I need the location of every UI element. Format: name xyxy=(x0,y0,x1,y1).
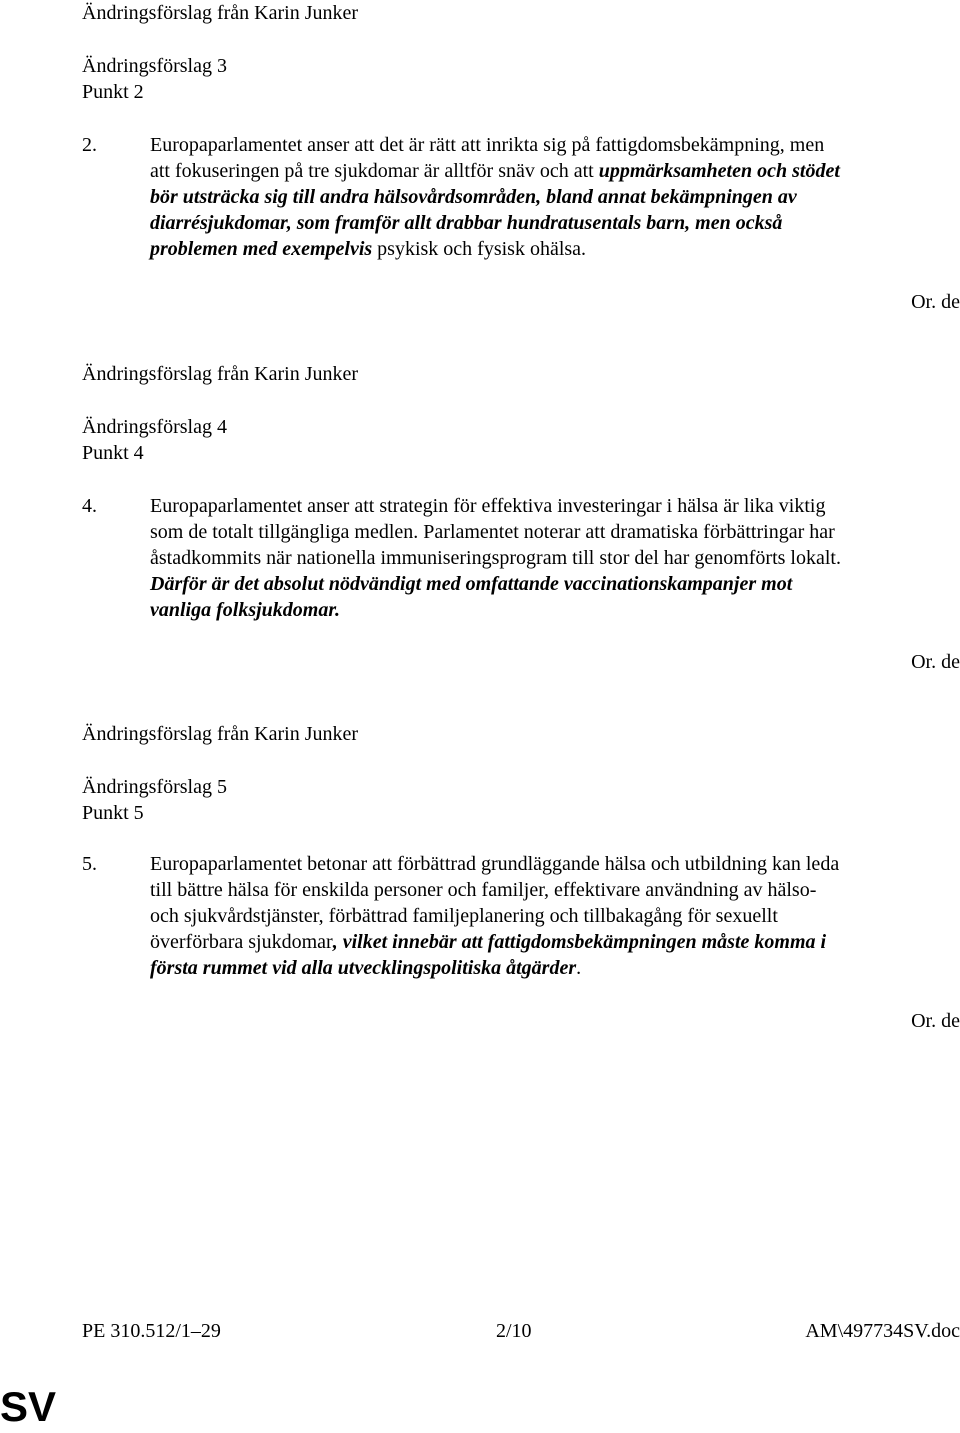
original-text: till bättre hälsa för enskilda personer och familjer, effektivare användning av hälso- xyxy=(150,879,817,901)
footer-reference: PE 310.512/1–29 xyxy=(82,1320,221,1342)
original-text: åstadkommits när nationella immuniseringsprogram till stor del har genomförts lokalt. xyxy=(150,547,841,569)
amended-text: bör utsträcka sig till andra hälsovårdsområden, bland annat bekämpningen av xyxy=(150,186,797,208)
paragraph-line xyxy=(150,158,960,184)
amended-text: Därför är det absolut nödvändigt med omfattande vaccinationskampanjer mot xyxy=(150,573,793,595)
paragraph-line xyxy=(150,571,960,597)
amendment-author: Ändringsförslag från Karin Junker xyxy=(82,723,359,745)
paragraph-line xyxy=(150,519,960,545)
paragraph-line xyxy=(150,851,960,877)
paragraph-line xyxy=(150,236,960,262)
footer-document-name: AM\497734SV.doc xyxy=(805,1320,960,1342)
amendment-author: Ändringsförslag från Karin Junker xyxy=(82,2,359,24)
paragraph-text xyxy=(150,851,960,981)
amended-text: första rummet vid alla utvecklingspolitiska åtgärder xyxy=(150,957,577,979)
original-text: Europaparlamentet betonar att förbättrad grundläggande hälsa och utbildning kan leda xyxy=(150,853,840,875)
paragraph-line xyxy=(150,955,960,981)
paragraph-number: 2. xyxy=(82,134,97,156)
original-text: som de totalt tillgängliga medlen. Parlamentet noterar att dramatiska förbättringar har xyxy=(150,521,835,543)
original-language: Or. de xyxy=(911,1010,960,1032)
original-text: överförbara sjukdomar xyxy=(150,931,333,953)
paragraph-line xyxy=(150,903,960,929)
amendment-number: Ändringsförslag 5 xyxy=(82,776,227,798)
amendment-author: Ändringsförslag från Karin Junker xyxy=(82,363,359,385)
amended-text: diarrésjukdomar, som framför allt drabbar hundratusentals barn, men också xyxy=(150,212,783,234)
paragraph-line xyxy=(150,929,960,955)
amended-text: problemen med exempelvis xyxy=(150,238,373,260)
paragraph-text xyxy=(150,132,960,262)
original-text: . xyxy=(576,957,582,979)
original-text: att fokuseringen på tre sjukdomar är alltför snäv och att xyxy=(150,160,599,182)
language-code: SV xyxy=(0,1383,57,1430)
original-text: och sjukvårdstjänster, förbättrad familjeplanering och tillbakagång för sexuellt xyxy=(150,905,778,927)
paragraph-line xyxy=(150,210,960,236)
paragraph-number: 4. xyxy=(82,495,97,517)
amendment-number: Ändringsförslag 3 xyxy=(82,55,227,77)
original-text: Europaparlamentet anser att det är rätt att inrikta sig på fattigdomsbekämpning, men xyxy=(150,134,825,156)
original-text: psykisk och fysisk ohälsa. xyxy=(372,238,587,260)
amended-text: uppmärksamheten och stödet xyxy=(598,160,840,182)
paragraph-line xyxy=(150,184,960,210)
paragraph-number: 5. xyxy=(82,853,97,875)
amendment-paragraph xyxy=(82,132,960,262)
amended-text: vanliga folksjukdomar. xyxy=(150,599,341,621)
paragraph-line xyxy=(150,132,960,158)
paragraph-line xyxy=(150,493,960,519)
paragraph-line xyxy=(150,597,960,623)
original-text: Europaparlamentet anser att strategin för effektiva investeringar i hälsa är lika viktig xyxy=(150,495,826,517)
amendment-number: Ändringsförslag 4 xyxy=(82,416,227,438)
amendment-point: Punkt 4 xyxy=(82,442,144,464)
amendment-paragraph xyxy=(82,851,960,981)
amended-text: , vilket innebär att fattigdomsbekämpningen måste komma i xyxy=(332,931,827,953)
paragraph-line xyxy=(150,545,960,571)
paragraph-line xyxy=(150,877,960,903)
amendment-point: Punkt 5 xyxy=(82,802,144,824)
amendment-paragraph xyxy=(82,493,960,623)
amendment-point: Punkt 2 xyxy=(82,81,144,103)
paragraph-text xyxy=(150,493,960,623)
footer-page-number: 2/10 xyxy=(496,1320,532,1342)
original-language: Or. de xyxy=(911,291,960,313)
original-language: Or. de xyxy=(911,651,960,673)
